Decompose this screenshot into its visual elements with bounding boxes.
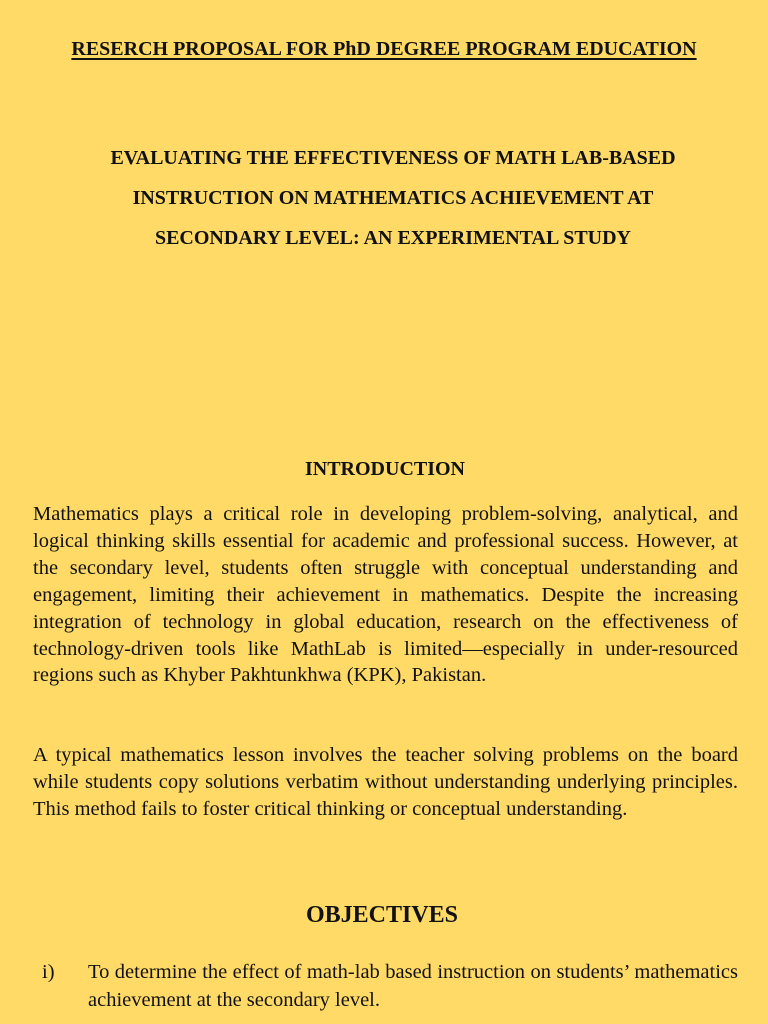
research-title-line-2: INSTRUCTION ON MATHEMATICS ACHIEVEMENT AT: [132, 187, 654, 209]
research-title-line-1: EVALUATING THE EFFECTIVENESS OF MATH LAB-BASED: [110, 147, 676, 169]
objective-marker: i): [42, 961, 55, 983]
research-title: [40, 138, 746, 258]
objective-item: [33, 959, 738, 1014]
introduction-paragraph-2: A typical mathematics lesson involves the teacher solving problems on the board while students copy solutions verbatim without understanding underlying principles. This method fails to foster critical thinking or conceptual understanding.: [33, 744, 738, 820]
introduction-heading: INTRODUCTION: [304, 458, 466, 480]
objective-text: To determine the effect of math-lab based instruction on students’ mathematics achievement at the secondary level.: [88, 961, 738, 1011]
introduction-paragraph-1: Mathematics plays a critical role in developing problem-solving, analytical, and logical thinking skills essential for academic and professional success. However, at the secondary level, students often struggle with conceptual understanding and engagement, limiting their achievement in mathematics. Despite the increasing integration of technology in global education, research on the effectiveness of technology-driven tools like MathLab is limited—especially in under-resourced regions such as Khyber Pakhtunkhwa (KPK), Pakistan.: [33, 503, 738, 687]
research-title-line-3: SECONDARY LEVEL: AN EXPERIMENTAL STUDY: [154, 227, 632, 249]
objectives-heading: OBJECTIVES: [305, 902, 459, 928]
proposal-heading: RESERCH PROPOSAL FOR PhD DEGREE PROGRAM EDUCATION: [71, 38, 697, 60]
